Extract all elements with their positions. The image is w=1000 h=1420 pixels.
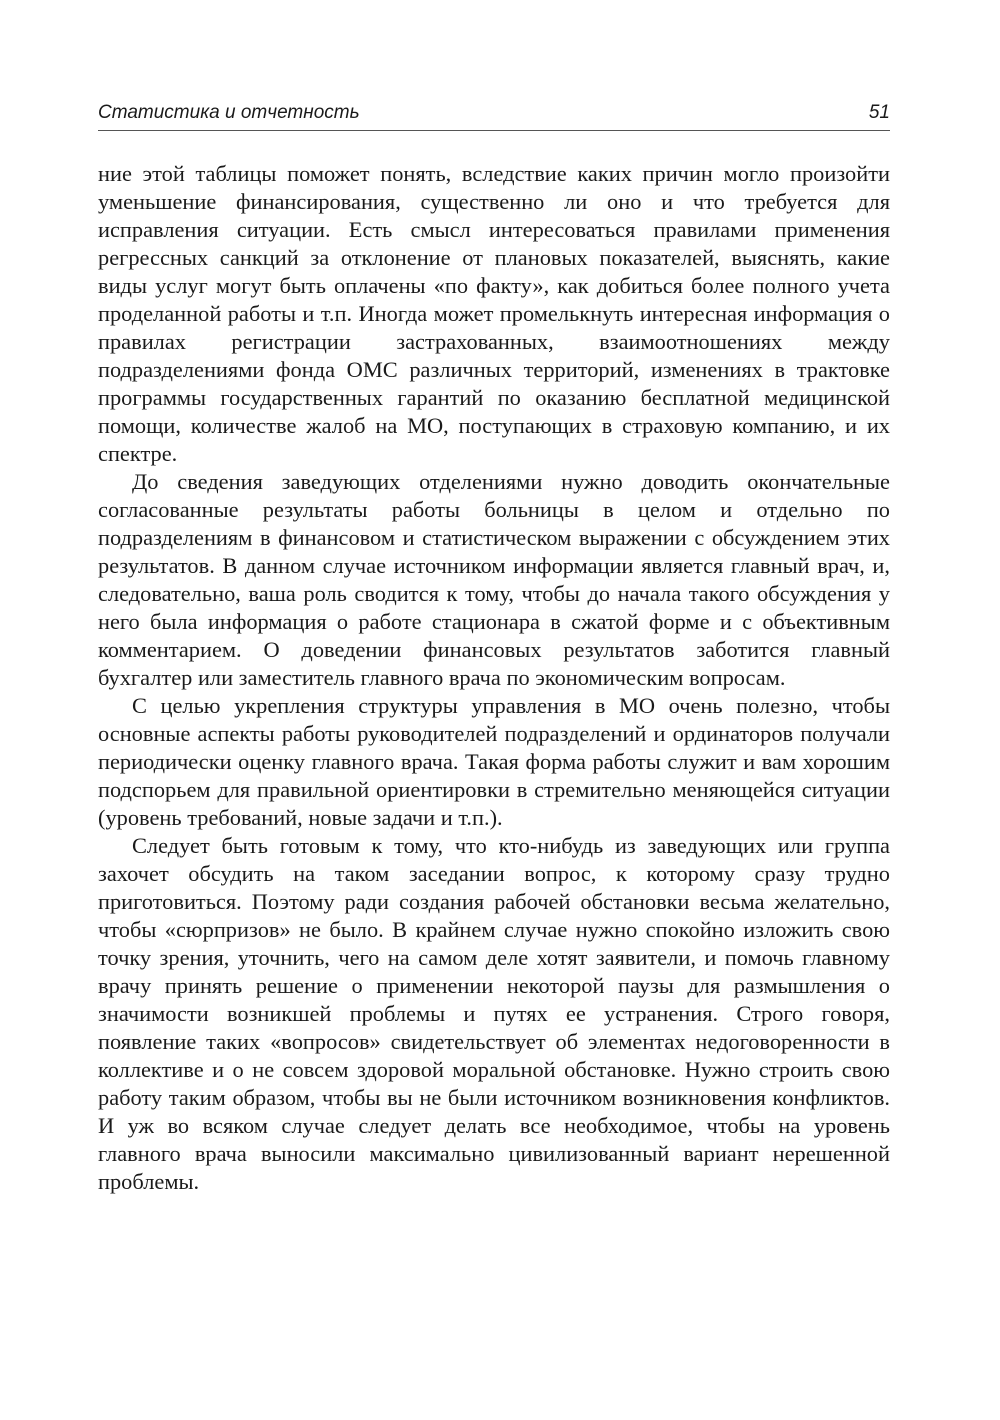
- chapter-title: Статистика и отчетность: [98, 102, 360, 123]
- body-text: [98, 160, 890, 1196]
- paragraph-management-structure: С целью укрепления структуры управления в МО очень полезно, чтобы основные аспекты работы руководителей подразделений и ординаторов получали периодически оценку главного врача. Такая форма работы служит и вам хорошим подспорьем для правильной ориентировки в стремительно меняющейся ситуации (уровень требований, новые задачи и т.п.).: [98, 693, 890, 830]
- paragraph-surprises: Следует быть готовым к тому, что кто-нибудь из заведующих или группа захочет обсудить на таком заседании вопрос, к которому сразу трудно приготовиться. Поэтому ради создания рабочей обстановки весьма желательно, чтобы «сюрпризов» не было. В крайнем случае нужно спокойно изложить свою точку зрения, уточнить, чего на самом деле хотят заявители, и помочь главному врачу принять решение о применении некоторой паузы для размышления о значимости возникшей проблемы и путях ее устранения. Строго говоря, появление таких «вопросов» свидетельствует об элементах недоговоренности в коллективе и о не совсем здоровой моральной обстановке. Нужно строить свою работу таким образом, чтобы вы не были источником возникновения конфликтов. И уж во всяком случае следует делать все необходимое, чтобы на уровень главного врача выносили максимально цивилизованный вариант нерешенной проблемы.: [98, 833, 890, 1194]
- paragraph-continued: ние этой таблицы поможет понять, вследствие каких причин могло произойти уменьшение финансирования, существенно ли оно и что требуется для исправления ситуации. Есть смысл интересоваться правилами применения регрессных санкций за отклонение от плановых показателей, выяснять, какие виды услуг могут быть оплачены «по факту», как добиться более полного учета проделанной работы и т.п. Иногда может промелькнуть интересная информация о правилах регистрации застрахованных, взаимоотношениях между подразделениями фонда ОМС различных территорий, изменениях в трактовке программы государственных гарантий по оказанию бесплатной медицинской помощи, количестве жалоб на МО, поступающих в страховую компанию, и их спектре.: [98, 161, 890, 466]
- book-page: [98, 0, 890, 1420]
- page-number: 51: [868, 102, 890, 123]
- running-header: [98, 98, 890, 131]
- paragraph-department-heads: До сведения заведующих отделениями нужно доводить окончательные согласованные результаты работы больницы в целом и отдельно по подразделениям в финансовом и статистическом выражении с обсуждением этих результатов. В данном случае источником информации является главный врач, и, следовательно, ваша роль сводится к тому, чтобы до начала такого обсуждения у него была информация о работе стационара в сжатой форме и с объективным комментарием. О доведении финансовых результатов заботится главный бухгалтер или заместитель главного врача по экономическим вопросам.: [98, 469, 890, 690]
